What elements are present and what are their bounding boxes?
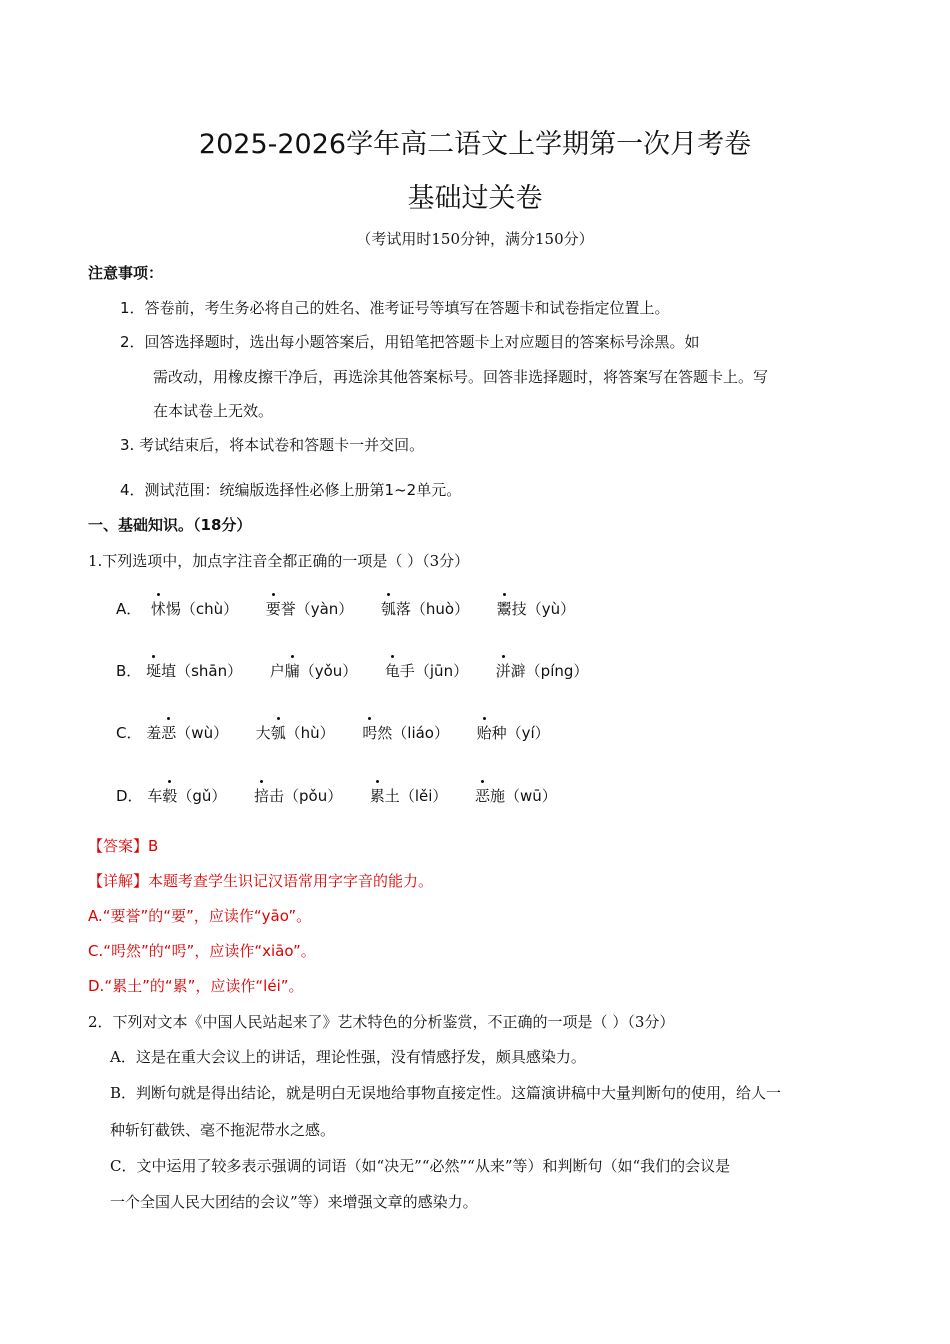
q2-option-c-cont: 一个全国人民大团结的会议”等）来增强文章的感染力。	[110, 1193, 478, 1211]
option-term: 呺然（liáo）	[362, 724, 449, 742]
option-label: B．	[116, 662, 142, 680]
option-term: 鬻技（yù）	[496, 600, 576, 618]
section-heading: 一、基础知识。（18分）	[88, 516, 252, 534]
option-term: 户牖（yǒu）	[269, 662, 358, 680]
exam-duration: （考试用时150分钟，满分150分）	[356, 230, 594, 248]
option-term: 恶施（wū）	[474, 787, 557, 805]
option-term: 大瓠（hù）	[255, 724, 335, 742]
notice-item-3: 3. 考试结束后，将本试卷和答题卡一并交回。	[120, 436, 425, 454]
question-2-stem: 2．下列对文本《中国人民站起来了》艺术特色的分析鉴赏，不正确的一项是（ ）（3分）	[88, 1013, 675, 1031]
option-c	[116, 722, 550, 743]
option-b	[116, 660, 588, 681]
answer-text: 【答案】B	[88, 837, 159, 855]
option-term: 贻种（yí）	[476, 724, 550, 742]
option-d	[116, 785, 557, 806]
option-term: 车毂（gǔ）	[147, 787, 227, 805]
option-a	[116, 598, 575, 619]
explanation-note-c: C.“呺然”的“呺”，应读作“xiāo”。	[88, 942, 316, 960]
q2-option-b: B．判断句就是得出结论，就是明白无误地给事物直接定性。这篇演讲稿中大量判断句的使用，给人一	[110, 1084, 782, 1102]
q2-option-a: A．这是在重大会议上的讲话，理论性强，没有情感抒发，颇具感染力。	[110, 1048, 586, 1066]
q2-option-c: C．文中运用了较多表示强调的词语（如“决无”“必然”“从来”等）和判断句（如“我们的会议是	[110, 1157, 731, 1175]
option-label: A．	[116, 600, 142, 618]
option-term: 掊击（pǒu）	[253, 787, 343, 805]
option-term: 洴澼（píng）	[495, 662, 589, 680]
option-term: 瓠落（huò）	[380, 600, 470, 618]
page-title: 2025-2026学年高二语文上学期第一次月考卷	[198, 129, 752, 160]
notice-heading: 注意事项：	[88, 264, 164, 282]
option-term: 要誉（yàn）	[265, 600, 354, 618]
option-label: C．	[116, 724, 142, 742]
notice-item-2: 2．回答选择题时，选出每小题答案后，用铅笔把答题卡上对应题目的答案标号涂黑。如	[120, 333, 700, 351]
question-1-stem: 1.下列选项中，加点字注音全都正确的一项是（ ）（3分）	[88, 552, 470, 570]
option-label: D．	[116, 787, 143, 805]
notice-item-2-cont: 需改动，用橡皮擦干净后，再选涂其他答案标号。回答非选择题时，将答案写在答题卡上。写	[153, 368, 769, 386]
q2-option-b-cont: 种斩钉截铁、毫不拖泥带水之感。	[110, 1121, 336, 1139]
explanation: 【详解】本题考查学生识记汉语常用字字音的能力。	[88, 872, 434, 890]
option-term: 龟手（jūn）	[384, 662, 469, 680]
option-term: 累土（lěi）	[369, 787, 448, 805]
explanation-note-a: A.“要誉”的“要”，应读作“yāo”。	[88, 907, 312, 925]
page-subtitle: 基础过关卷	[407, 183, 543, 214]
option-term: 怵惕（chù）	[150, 600, 239, 618]
notice-item-2-end: 在本试卷上无效。	[153, 402, 274, 420]
option-term: 埏埴（shān）	[146, 662, 243, 680]
option-term: 羞恶（wù）	[146, 724, 229, 742]
notice-item-1: 1．答卷前，考生务必将自己的姓名、准考证号等填写在答题卡和试卷指定位置上。	[120, 299, 670, 317]
notice-item-4: 4．测试范围：统编版选择性必修上册第1~2单元。	[120, 481, 462, 499]
explanation-note-d: D.“累土”的“累”，应读作“léi”。	[88, 977, 304, 995]
